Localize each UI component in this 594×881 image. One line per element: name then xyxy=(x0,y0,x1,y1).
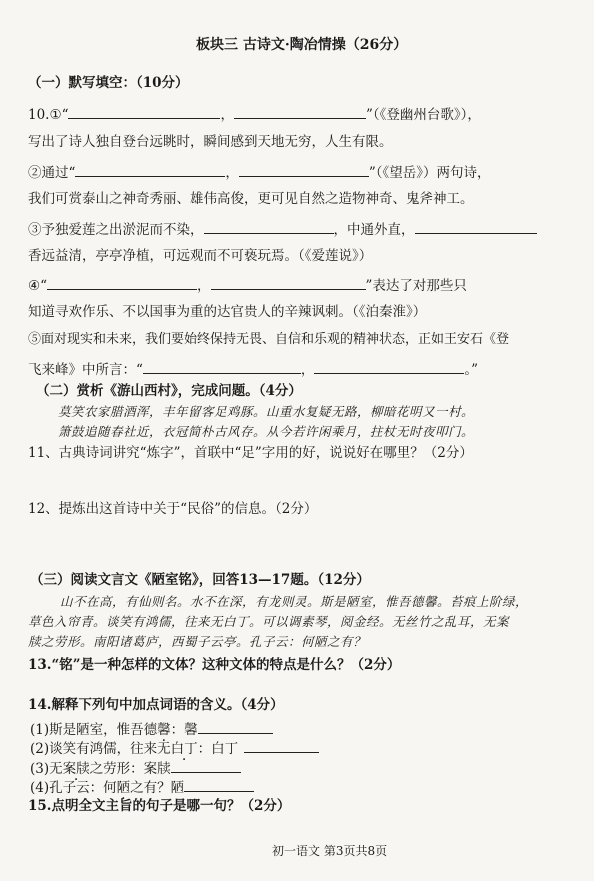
q10-line-5: ③予独爱莲之出淤泥而不染， ，中通外直， xyxy=(28,219,537,239)
q14-item-3: (3)无案牍之劳形：案牍 xyxy=(30,758,241,778)
q14-text: 14.解释下列句中加点词语的含义。（4分） xyxy=(28,697,284,713)
text-line-2: 草色入帘青。谈笑有鸿儒，往来无白丁。可以调素琴，阅金经。无丝竹之乱耳，无案 xyxy=(28,614,510,629)
part3-heading: （三）阅读文言文《陋室铭》，回答13—17题。（12分） xyxy=(30,572,370,588)
section-title: 板块三 古诗文·陶冶情操（26分） xyxy=(196,37,408,53)
q10-line-2: 写出了诗人独自登台远眺时，瞬间感到天地无穷，人生有限。 xyxy=(28,134,393,150)
poem-line-1: 莫笑农家腊酒浑，丰年留客足鸡豚。山重水复疑无路，柳暗花明又一村。 xyxy=(58,404,475,419)
q10-line-7: ④“ ， ”表达了对那些只 xyxy=(28,275,467,295)
q14-item-1: (1)斯是陋室，惟吾德馨：馨 xyxy=(30,719,273,739)
q13-text: 13.“铭”是一种怎样的文体？这种文体的特点是什么？（2分） xyxy=(28,657,401,673)
text-line-1: 山不在高，有仙则名。水不在深，有龙则灵。斯是陋室，惟吾德馨。苔痕上阶绿， xyxy=(60,594,529,609)
text-line-3: 牍之劳形。南阳诸葛庐，西蜀子云亭。孔子云：何陋之有？ xyxy=(28,634,367,649)
answer-blank[interactable] xyxy=(198,719,273,734)
q10-line-8: 知道寻欢作乐、不以国事为重的达官贵人的辛辣讽刺。（《泊秦淮》） xyxy=(28,304,427,320)
answer-blank[interactable] xyxy=(244,738,319,753)
answer-blank[interactable] xyxy=(415,219,537,234)
q12-text: 12、提炼出这首诗中关于“民俗”的信息。（2分） xyxy=(28,501,318,517)
answer-blank[interactable] xyxy=(234,104,366,119)
answer-blank[interactable] xyxy=(143,359,301,374)
q14-item-4: (4)孔子云：何陋之有？陋 xyxy=(30,777,254,797)
q10-line-1: 10.①“ ， ”（《登幽州台歌》）， xyxy=(28,104,481,124)
q14-item-2: (2)谈笑有鸿儒，往来无白丁：白丁 xyxy=(30,738,319,758)
page-footer: 初一语文 第3页共8页 xyxy=(272,844,388,858)
answer-blank[interactable] xyxy=(314,359,464,374)
answer-blank[interactable] xyxy=(171,758,241,773)
q10-line-10: 飞来峰》中所言：“ ， 。” xyxy=(28,359,478,379)
answer-blank[interactable] xyxy=(239,162,369,177)
q10-line-4: 我们可赏泰山之神奇秀丽、雄伟高俊，更可见自然之造物神奇、鬼斧神工。 xyxy=(28,191,474,207)
poem-line-2: 箫鼓追随春社近，衣冠简朴古风存。从今若许闲乘月，拄杖无时夜叩门。 xyxy=(58,424,475,439)
part1-heading: （一）默写填空：（10分） xyxy=(28,75,189,91)
part2-heading: （二）赏析《游山西村》，完成问题。（4分） xyxy=(36,383,302,399)
q10-line-3: ②通过“ ， ”（《望岳》）两句诗， xyxy=(28,162,491,182)
answer-blank[interactable] xyxy=(184,777,254,792)
answer-blank[interactable] xyxy=(75,162,225,177)
q10-line-6: 香远益清，亭亭净植，可远观而不可亵玩焉。（《爱莲说》） xyxy=(28,248,373,264)
q11-text: 11、古典诗词讲究“炼字”，首联中“足”字用的好，说说好在哪里？（2分） xyxy=(28,445,473,461)
answer-blank[interactable] xyxy=(211,275,366,290)
answer-blank[interactable] xyxy=(68,104,220,119)
answer-blank[interactable] xyxy=(204,219,334,234)
q10-line-9: ⑤面对现实和未来，我们要始终保持无畏、自信和乐观的精神状态，正如王安石《登 xyxy=(28,332,510,347)
q15-text: 15.点明全文主旨的句子是哪一句？（2分） xyxy=(28,798,291,814)
answer-blank[interactable] xyxy=(47,275,197,290)
